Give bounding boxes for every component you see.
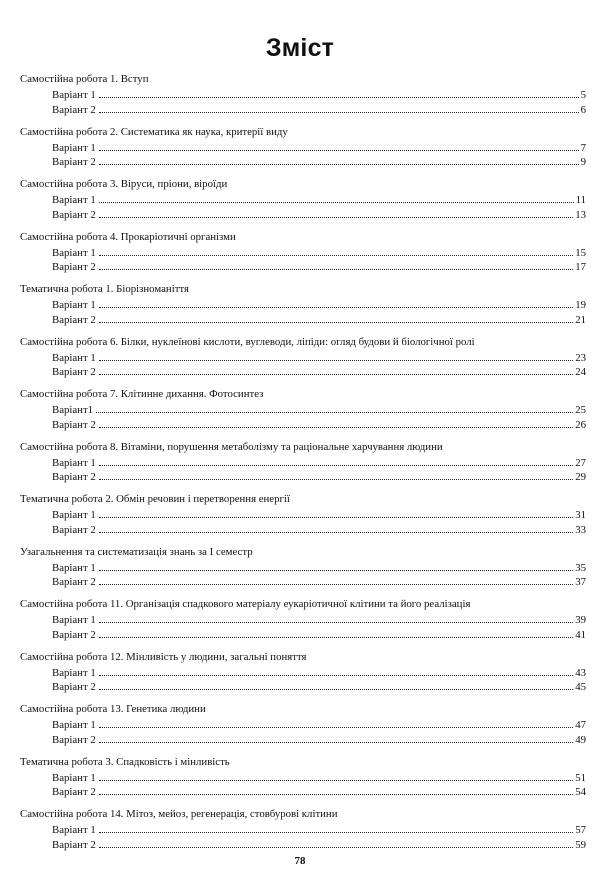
toc-entry-page: 51 (575, 771, 586, 784)
toc-section (20, 755, 586, 808)
toc-entry-page: 17 (575, 261, 586, 274)
toc-entry-label: Варіант 1 (52, 141, 96, 154)
dot-leader (99, 516, 573, 518)
toc-entry-label: Варіант 1 (52, 719, 96, 731)
dot-leader (99, 306, 573, 308)
toc-entry-page: 11 (575, 194, 586, 206)
dot-leader (99, 846, 573, 848)
toc-entry-label: Варіант 2 (52, 366, 96, 379)
toc-entry-page: 9 (580, 156, 586, 169)
dot-leader (99, 268, 573, 270)
page-title: Зміст (265, 34, 335, 62)
toc-entry-page: 49 (575, 733, 586, 746)
toc-section-heading: Самостійна робота 14. Мітоз, мейоз, регенерація, стовбурові клітини (20, 808, 338, 820)
toc-entry (20, 298, 586, 313)
toc-section-heading: Тематична робота 1. Біорізноманіття (20, 283, 189, 295)
toc-entry-page: 7 (580, 141, 586, 154)
dot-leader (99, 149, 579, 151)
toc-entry (20, 470, 586, 485)
toc-section (20, 125, 586, 178)
dot-leader (99, 216, 573, 218)
toc-section-heading: Тематична робота 2. Обмін речовин і перетворення енергії (20, 493, 290, 505)
dot-leader (99, 111, 579, 113)
toc-entry-label: Варіант 2 (52, 786, 96, 799)
toc-section-heading: Самостійна робота 8. Вітаміни, порушення метаболізму та раціональне харчування людини (20, 440, 443, 453)
toc-section (20, 807, 586, 860)
toc-entry-label: Варіант 2 (52, 838, 96, 851)
toc-entry-page: 37 (575, 576, 586, 589)
toc-entry-page: 19 (575, 299, 586, 311)
toc-section (20, 282, 586, 335)
toc-entry (20, 785, 586, 800)
dot-leader (99, 478, 573, 480)
toc-section-heading: Самостійна робота 6. Білки, нуклеїнові кислоти, вуглеводи, ліпіди: огляд будови й біологічної ролі (20, 335, 475, 348)
toc-entry (20, 208, 586, 223)
toc-section (20, 492, 586, 545)
dot-leader (99, 793, 573, 795)
table-of-contents (20, 72, 586, 860)
toc-entry-page: 47 (575, 719, 586, 731)
dot-leader (99, 201, 574, 203)
toc-entry (20, 718, 586, 733)
dot-leader (99, 688, 573, 690)
toc-entry-page: 43 (575, 666, 586, 679)
toc-section-heading: Самостійна робота 4. Прокаріотичні організми (20, 230, 236, 243)
page-number: 78 (294, 855, 306, 867)
dot-leader (99, 779, 573, 781)
toc-entry (20, 141, 586, 156)
toc-entry (20, 666, 586, 681)
toc-entry-label: Варіант 2 (52, 313, 96, 326)
toc-section-heading: Самостійна робота 7. Клітинне дихання. Фотосинтез (20, 388, 264, 400)
toc-entry (20, 575, 586, 590)
toc-entry-page: 29 (575, 471, 586, 484)
toc-entry (20, 456, 586, 471)
toc-section (20, 335, 586, 388)
toc-section (20, 702, 586, 755)
dot-leader (99, 831, 573, 833)
dot-leader (99, 621, 573, 623)
toc-entry-page: 54 (575, 786, 586, 799)
toc-entry-page: 26 (575, 418, 586, 431)
toc-entry-label: Варіант 2 (52, 681, 96, 694)
toc-entry (20, 403, 586, 418)
toc-entry (20, 523, 586, 538)
toc-entry-page: 23 (575, 351, 586, 364)
toc-entry-label: Варіант 2 (52, 103, 96, 116)
dot-leader (99, 741, 573, 743)
toc-entry (20, 313, 586, 328)
toc-entry (20, 365, 586, 380)
toc-entry-label: Варіант 1 (52, 824, 96, 836)
toc-entry-page: 6 (580, 103, 586, 116)
toc-entry-label: Варіант 1 (52, 509, 96, 521)
toc-section-heading: Самостійна робота 2. Систематика як наука, критерії виду (20, 125, 288, 138)
toc-entry-label: Варіант 2 (52, 523, 96, 536)
toc-section (20, 177, 586, 230)
toc-entry-page: 15 (575, 246, 586, 259)
toc-entry (20, 193, 586, 208)
toc-entry-page: 21 (575, 313, 586, 326)
toc-entry-page: 31 (575, 509, 586, 521)
dot-leader (99, 163, 579, 165)
toc-entry (20, 418, 586, 433)
toc-entry (20, 155, 586, 170)
toc-entry-label: Варіант 2 (52, 208, 96, 221)
toc-section (20, 597, 586, 650)
dot-leader (99, 426, 573, 428)
toc-section (20, 545, 586, 598)
toc-section (20, 72, 586, 125)
toc-entry (20, 613, 586, 628)
toc-entry-page: 35 (575, 561, 586, 574)
dot-leader (99, 359, 573, 361)
dot-leader (99, 726, 573, 728)
toc-entry-page: 5 (580, 89, 586, 101)
toc-entry-label: Варіант 1 (52, 246, 96, 259)
toc-entry (20, 733, 586, 748)
toc-entry-page: 25 (575, 404, 586, 416)
toc-entry-page: 33 (575, 523, 586, 536)
toc-entry-label: Варіант 2 (52, 733, 96, 746)
toc-section-heading: Самостійна робота 1. Вступ (20, 73, 149, 85)
toc-section-heading: Самостійна робота 11. Організація спадкового матеріалу еукаріотичної клітини та його реалізація (20, 598, 471, 610)
dot-leader (99, 569, 573, 571)
toc-entry-page: 39 (575, 614, 586, 626)
dot-leader (99, 636, 573, 638)
toc-entry-label: Варіант 1 (52, 351, 96, 364)
toc-entry-label: Варіант 2 (52, 418, 96, 431)
toc-section-heading: Тематична робота 3. Спадковість і мінливість (20, 755, 230, 768)
toc-entry-label: Варіант 1 (52, 666, 96, 679)
toc-section (20, 387, 586, 440)
toc-entry-label: Варіант 1 (52, 456, 96, 469)
toc-entry-label: Варіант 1 (52, 614, 96, 626)
toc-section (20, 230, 586, 283)
toc-section-heading: Самостійна робота 3. Віруси, пріони, віроїди (20, 178, 228, 190)
toc-entry (20, 351, 586, 366)
toc-entry-page: 57 (575, 824, 586, 836)
toc-entry-page: 24 (575, 366, 586, 379)
dot-leader (99, 464, 573, 466)
toc-entry-label: Варіант 1 (52, 561, 96, 574)
toc-section (20, 440, 586, 493)
dot-leader (99, 321, 573, 323)
toc-section-heading: Самостійна робота 13. Генетика людини (20, 703, 206, 715)
dot-leader (99, 674, 573, 676)
toc-entry (20, 508, 586, 523)
toc-section-heading: Самостійна робота 12. Мінливість у людини, загальні поняття (20, 650, 307, 663)
toc-entry-label: Варіант 2 (52, 628, 96, 641)
toc-entry (20, 260, 586, 275)
dot-leader (99, 531, 573, 533)
dot-leader (99, 583, 573, 585)
toc-entry-label: Варіант 2 (52, 471, 96, 484)
toc-entry (20, 628, 586, 643)
toc-entry-label: Варіант 2 (52, 576, 96, 589)
toc-entry-label: Варіант1 (52, 404, 94, 416)
dot-leader (99, 96, 579, 98)
toc-entry-label: Варіант 2 (52, 156, 96, 169)
toc-section (20, 650, 586, 703)
toc-entry (20, 561, 586, 576)
toc-entry (20, 823, 586, 838)
toc-entry (20, 103, 586, 118)
toc-entry (20, 246, 586, 261)
toc-entry-page: 41 (575, 628, 586, 641)
toc-entry-label: Варіант 1 (52, 771, 96, 784)
toc-entry-label: Варіант 2 (52, 261, 96, 274)
dot-leader (99, 254, 573, 256)
toc-entry-label: Варіант 1 (52, 194, 96, 206)
toc-entry (20, 771, 586, 786)
dot-leader (96, 411, 573, 413)
toc-entry (20, 88, 586, 103)
dot-leader (99, 373, 573, 375)
toc-entry-page: 59 (575, 838, 586, 851)
toc-entry (20, 838, 586, 853)
toc-entry-page: 13 (575, 208, 586, 221)
toc-entry (20, 680, 586, 695)
toc-entry-label: Варіант 1 (52, 89, 96, 101)
toc-entry-label: Варіант 1 (52, 299, 96, 311)
toc-entry-page: 27 (575, 456, 586, 469)
toc-entry-page: 45 (575, 681, 586, 694)
toc-section-heading: Узагальнення та систематизація знань за I семестр (20, 545, 253, 558)
